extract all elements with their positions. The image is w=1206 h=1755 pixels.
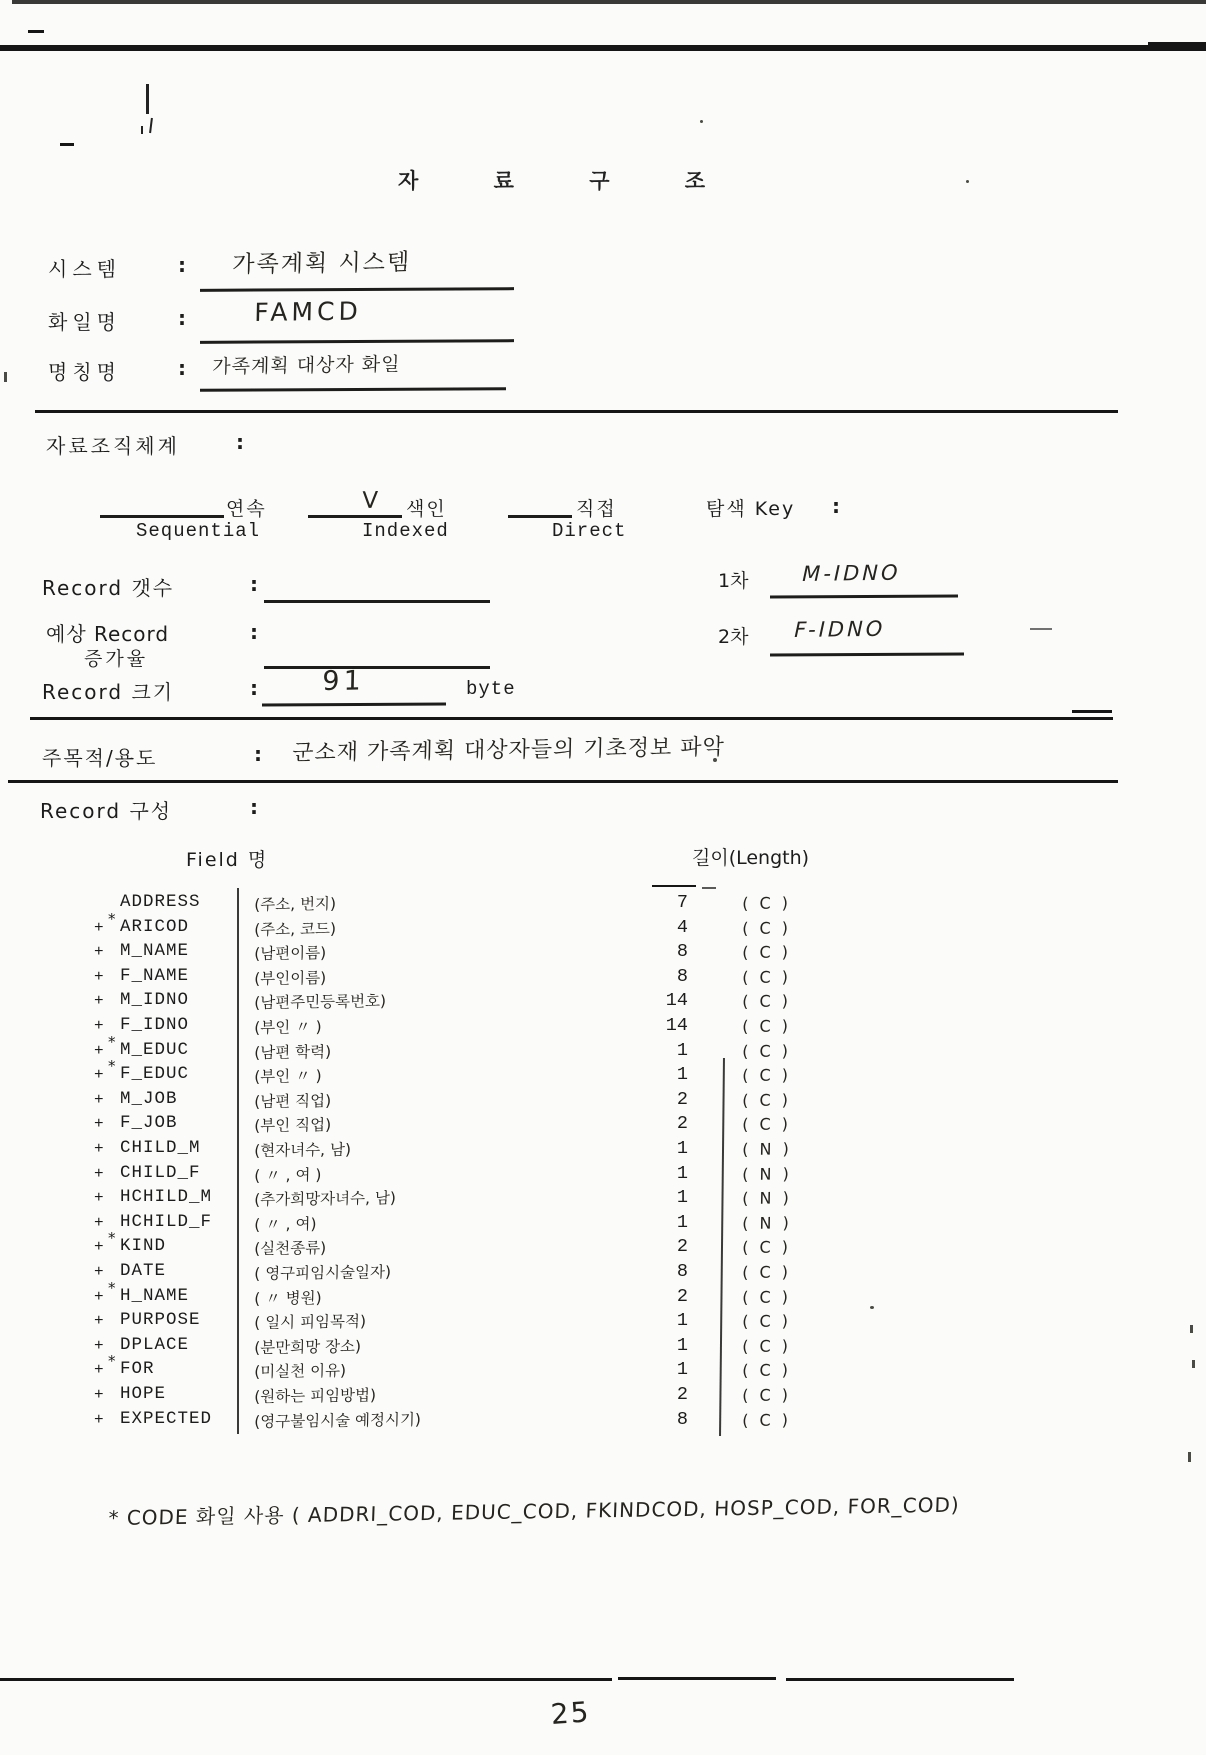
table-row [0, 1278, 1206, 1311]
field-name: M_JOB [120, 1088, 178, 1109]
filename-underline [200, 339, 514, 343]
table-row [0, 1352, 1206, 1384]
record-size-underline [262, 703, 446, 706]
field-description: (현자녀수, 남) [254, 1140, 352, 1160]
field-length: 2 [676, 1285, 688, 1307]
field-name: HOPE [120, 1384, 167, 1404]
field-description: ( 〃 , 여 ) [254, 1165, 322, 1185]
option-indexed-line [308, 515, 402, 518]
field-type: ( C ) [742, 991, 792, 1012]
field-length: 1 [676, 1064, 688, 1086]
field-name: F_EDUC [120, 1064, 190, 1085]
field-description: ( 〃 병원) [254, 1288, 322, 1308]
scan-tick [141, 126, 143, 134]
field-type: ( C ) [742, 1016, 792, 1036]
field-type: ( C ) [742, 1385, 792, 1405]
option-sequential-korean: 연속 [226, 498, 267, 520]
field-prefix: + [94, 1189, 104, 1208]
system-underline [200, 287, 514, 291]
field-length: 1 [676, 1334, 688, 1356]
field-name: F_IDNO [120, 1015, 190, 1035]
table-row [0, 1015, 1206, 1040]
system-value: 가족계획 시스템 [232, 249, 412, 278]
field-description: (원하는 피임방법) [254, 1386, 377, 1406]
record-growth-underline [264, 666, 490, 669]
field-prefix: + [94, 1140, 104, 1158]
field-prefix: + [94, 1386, 104, 1404]
key1-underline [770, 595, 958, 598]
field-description: (미실천 이유) [254, 1362, 347, 1382]
field-column-header: Field 명 [186, 849, 269, 871]
field-name: EXPECTED [120, 1408, 213, 1429]
table-row [0, 1409, 1206, 1434]
key2-underline [770, 652, 964, 656]
field-prefix: + [94, 1287, 104, 1306]
field-description: ( 영구피임시술일자) [254, 1263, 392, 1283]
table-row [0, 941, 1206, 966]
record-growth-label-line1: 예상 Record [46, 622, 170, 646]
field-prefix: + [94, 1066, 104, 1085]
field-prefix: + [94, 992, 104, 1011]
search-key-label: 탐색 Key [706, 498, 796, 520]
table-row [0, 966, 1206, 991]
field-star-marker: * [108, 1352, 116, 1371]
bottom-rule [786, 1678, 1014, 1681]
field-prefix: + [94, 943, 104, 962]
field-type: ( C ) [742, 1409, 792, 1430]
record-growth-colon: : [250, 620, 258, 644]
record-layout-label: Record 구성 [40, 799, 173, 823]
field-name: M_IDNO [120, 990, 190, 1011]
field-prefix: + [94, 1238, 104, 1257]
field-type: ( C ) [742, 1311, 792, 1332]
field-name: M_NAME [120, 941, 190, 962]
field-length: 1 [676, 1162, 688, 1184]
field-name: F_NAME [120, 965, 190, 986]
section-rule-2 [30, 717, 1113, 720]
field-type: ( C ) [742, 1286, 792, 1307]
field-type: ( C ) [742, 893, 792, 913]
option-sequential-line [100, 515, 224, 518]
field-prefix: + [94, 1041, 104, 1060]
field-length: 2 [676, 1236, 688, 1258]
field-description: (부인 직업) [254, 1116, 332, 1136]
scan-dash [28, 30, 44, 33]
field-type: ( C ) [742, 1090, 792, 1110]
option-indexed-english: Indexed [362, 520, 449, 542]
option-sequential-english: Sequential [136, 520, 261, 542]
section-rule-3 [8, 780, 1118, 783]
system-label: 시스템 [48, 257, 121, 281]
field-length: 8 [676, 965, 688, 987]
scan-tick [146, 84, 149, 114]
field-type: ( N ) [742, 1188, 793, 1209]
record-growth-label-line2: 증가율 [84, 648, 149, 670]
field-description: (부인 〃 ) [254, 1067, 322, 1087]
alias-underline [200, 387, 506, 391]
table-row [0, 1113, 1206, 1138]
field-description: (추가희망자녀수, 남) [254, 1189, 397, 1210]
field-type: ( C ) [742, 1040, 792, 1061]
scan-speck [700, 120, 703, 123]
record-size-label: Record 크기 [42, 680, 175, 704]
field-prefix: + [94, 1115, 104, 1134]
field-description: ( 〃 , 여) [254, 1214, 317, 1234]
field-prefix: + [94, 1164, 104, 1183]
table-row [0, 1163, 1206, 1188]
scan-dash [1072, 710, 1112, 713]
field-prefix: + [94, 918, 104, 937]
option-indexed-mark: V [362, 487, 379, 514]
organization-colon: : [236, 430, 244, 454]
field-length: 1 [676, 1211, 688, 1233]
table-row [0, 990, 1206, 1015]
table-row [0, 1261, 1206, 1286]
field-length: 8 [676, 1261, 688, 1282]
field-prefix: + [94, 1017, 104, 1035]
field-description: (남편이름) [254, 944, 327, 964]
table-row [0, 1187, 1206, 1212]
table-row [0, 1310, 1206, 1335]
alias-label: 명칭명 [48, 360, 121, 384]
key2-value: F-IDNO [794, 616, 886, 642]
field-star-marker: * [108, 1229, 116, 1248]
field-type: ( C ) [742, 967, 792, 987]
field-type: ( N ) [742, 1139, 793, 1159]
field-prefix: + [94, 967, 104, 986]
field-description: (주소, 코드) [254, 919, 337, 939]
page-title: 자 료 구 조 [398, 169, 740, 193]
record-layout-colon: : [250, 795, 258, 819]
field-type: ( C ) [742, 917, 792, 938]
field-name: DATE [120, 1261, 167, 1281]
length-header-dash [652, 885, 696, 887]
key2-order: 2차 [718, 626, 749, 648]
field-length: 8 [676, 1408, 688, 1430]
field-length: 1 [676, 1310, 688, 1332]
field-type: ( C ) [742, 1262, 792, 1282]
field-name: HCHILD_M [120, 1187, 213, 1208]
purpose-colon: : [254, 742, 262, 766]
filename-value: FAMCD [254, 296, 363, 327]
field-length: 7 [676, 892, 688, 913]
field-description: ( 일시 피임목적) [254, 1312, 367, 1333]
field-table-rows [0, 892, 1206, 1437]
scan-tick [149, 118, 153, 133]
field-name: CHILD_M [120, 1138, 201, 1158]
field-prefix: + [94, 1336, 104, 1355]
alias-value: 가족계획 대상자 화일 [212, 353, 401, 378]
record-count-label: Record 갯수 [42, 576, 175, 600]
field-type: ( N ) [742, 1163, 793, 1184]
code-file-footnote: * CODE 화일 사용 ( ADDRI_COD, EDUC_COD, FKINDCOD, HOSP_COD, FOR_COD) [108, 1492, 961, 1530]
scan-corner-mark [1148, 42, 1206, 51]
field-type: ( C ) [742, 1065, 792, 1086]
field-star-marker: * [108, 909, 116, 928]
field-description: (주소, 번지) [254, 894, 337, 914]
field-description: (남편 학력) [254, 1042, 332, 1062]
field-description: (부인 〃 ) [254, 1018, 322, 1037]
scan-dash [60, 143, 74, 146]
length-header-dash [702, 887, 716, 889]
field-name: M_EDUC [120, 1039, 190, 1060]
record-count-colon: : [250, 572, 258, 596]
record-size-value: 91 [322, 665, 366, 697]
option-indexed-korean: 색인 [406, 498, 447, 520]
field-name: HCHILD_F [120, 1211, 213, 1232]
field-description: (남편 직업) [254, 1091, 332, 1111]
field-type: ( C ) [742, 1237, 792, 1258]
field-name: FOR [120, 1359, 155, 1380]
field-name: H_NAME [120, 1285, 190, 1306]
field-length: 8 [676, 941, 688, 963]
field-star-marker: * [108, 1032, 116, 1051]
field-type: ( C ) [742, 1114, 792, 1135]
scan-speck [4, 372, 7, 382]
field-star-marker: * [108, 1278, 116, 1297]
scan-heavy-rule [0, 45, 1206, 51]
scan-speck [1188, 1452, 1191, 1462]
key1-order: 1차 [718, 570, 749, 592]
section-rule-1 [35, 410, 1118, 413]
filename-colon: : [178, 306, 186, 330]
field-description: (남편주민등록번호) [254, 992, 387, 1013]
field-description: (실천종류) [254, 1239, 327, 1259]
field-description: (영구불임시술 예정시기) [254, 1410, 422, 1431]
field-length: 2 [676, 1113, 688, 1135]
table-row [0, 1335, 1206, 1360]
field-star-marker: * [108, 1057, 116, 1076]
record-size-colon: : [250, 676, 258, 700]
field-name: DPLACE [120, 1334, 190, 1355]
option-direct-english: Direct [552, 520, 627, 542]
filename-label: 화일명 [48, 310, 121, 334]
field-prefix: + [94, 1090, 104, 1109]
field-length: 1 [676, 1187, 688, 1209]
table-row [0, 1089, 1206, 1114]
scan-speck [966, 180, 969, 183]
table-row [0, 1212, 1206, 1237]
length-column-header: 길이(Length) [692, 847, 810, 869]
field-type: ( N ) [742, 1213, 793, 1233]
field-name: CHILD_F [120, 1162, 201, 1183]
organization-label: 자료조직체계 [46, 434, 180, 458]
field-name: F_JOB [120, 1113, 178, 1134]
page-number: 25 [549, 1695, 592, 1731]
field-name: KIND [120, 1236, 167, 1257]
field-length: 2 [676, 1384, 688, 1405]
field-prefix: + [94, 1213, 104, 1232]
table-row [0, 1384, 1206, 1409]
field-length: 4 [676, 916, 688, 938]
field-type: ( C ) [742, 942, 792, 963]
record-size-unit: byte [466, 678, 516, 700]
field-length: 1 [676, 1359, 688, 1381]
field-length: 14 [665, 990, 688, 1012]
field-name: PURPOSE [120, 1310, 201, 1331]
table-row [0, 909, 1206, 942]
scan-edge-line-top [12, 0, 1206, 4]
field-prefix: + [94, 1263, 104, 1281]
option-direct-line [508, 515, 572, 518]
field-type: ( C ) [742, 1336, 792, 1356]
field-length: 2 [676, 1088, 688, 1110]
search-key-colon: : [832, 494, 840, 518]
bottom-rule [0, 1678, 612, 1681]
field-prefix: + [94, 1410, 104, 1429]
field-length: 14 [665, 1015, 688, 1036]
option-direct-korean: 직접 [576, 498, 617, 520]
record-count-underline [264, 600, 490, 603]
field-name: ARICOD [120, 916, 190, 937]
system-colon: : [178, 253, 186, 277]
field-name: ADDRESS [120, 892, 201, 912]
field-type: ( C ) [742, 1360, 792, 1381]
field-description: (분만희망 장소) [254, 1337, 362, 1357]
field-length: 1 [676, 1138, 688, 1159]
purpose-value: 군소재 가족계획 대상자들의 기초정보 파악 [292, 734, 726, 766]
scan-dash [1030, 628, 1052, 630]
table-row [0, 1057, 1206, 1089]
field-length: 1 [676, 1039, 688, 1061]
table-row [0, 1229, 1206, 1261]
purpose-label: 주목적/용도 [42, 746, 158, 770]
alias-colon: : [178, 356, 186, 380]
bottom-rule [618, 1677, 776, 1680]
field-prefix: + [94, 1312, 104, 1331]
table-row [0, 1032, 1206, 1065]
table-row [0, 1138, 1206, 1163]
key1-value: M-IDNO [802, 560, 901, 586]
field-prefix: + [94, 1361, 104, 1380]
field-description: (부인이름) [254, 968, 327, 988]
table-row [0, 892, 1206, 917]
